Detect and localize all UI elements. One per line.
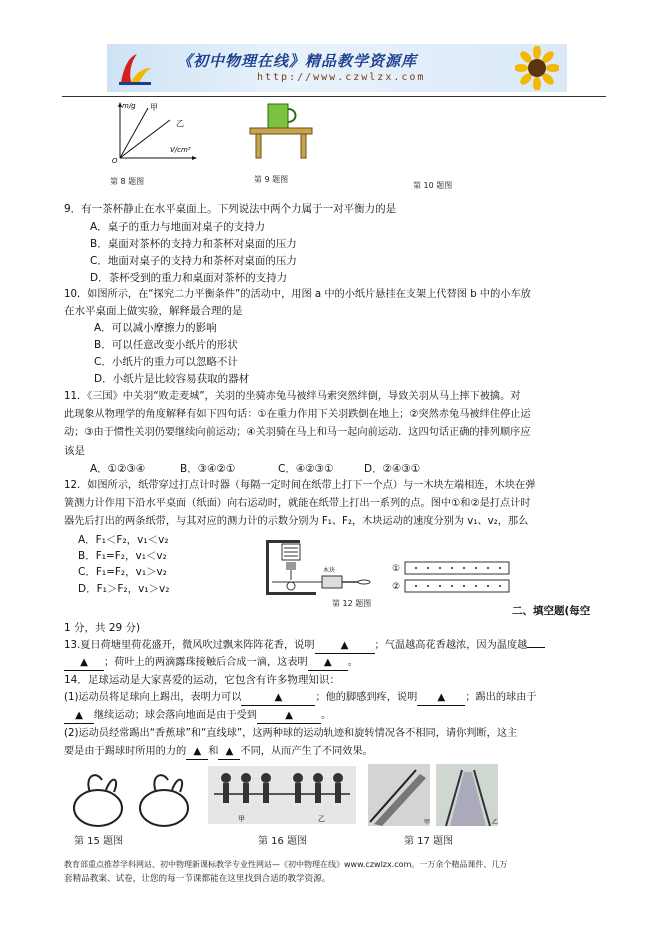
fig12-apparatus (262, 536, 372, 598)
q9-option-b: B．桌面对茶杯的支持力和茶杯对桌面的压力 (90, 238, 297, 250)
fig12-tape2-label: ② (392, 582, 401, 592)
q14-blank1[interactable]: ▲ (241, 691, 315, 706)
q13-line1 (64, 639, 545, 654)
q9-option-c: C．地面对桌子的支持力和茶杯对桌面的压力 (90, 255, 297, 267)
q10-option-b: B．可以任意改变小纸片的形状 (94, 339, 238, 351)
q13-part3: ；荷叶上的两滴露珠接触后合成一滴，这表明 (104, 657, 308, 668)
q10-option-c: C．小纸片的重力可以忽略不计 (94, 356, 238, 368)
q14-blank3[interactable]: ▲ (64, 709, 94, 724)
q9-option-d: D．茶杯受到的重力和桌面对茶杯的支持力 (90, 272, 288, 284)
q11-stem-line3: 动；③由于惯性关羽仍要继续向前运动；④关羽骑在马上和马一起向前运动．这四句话正确的排列顺序应 (64, 427, 531, 438)
fig8-origin-label: O (112, 157, 118, 164)
q13-blank1[interactable]: ▲ (315, 639, 375, 654)
q12-option-a: A．F₁＜F₂，v₁＜v₂ (78, 534, 169, 546)
fig15-balloons (68, 766, 196, 828)
fig17-label-b: 乙 (492, 819, 499, 826)
fig8-caption: 第 8 题图 (110, 177, 145, 186)
q10-option-d: D．小纸片是比较容易获取的器材 (94, 373, 250, 385)
q11-option-d: D．②④③① (364, 463, 421, 475)
fig16-label-b: 乙 (318, 815, 325, 823)
fig8-y-axis-label: m/g (122, 102, 136, 110)
q12-option-d: D．F₁＞F₂，v₁＞v₂ (78, 583, 170, 595)
footer-line1: 教育部重点推荐学科网站、初中物理新课标教学专业性网站—《初中物理在线》www.czwlzx.com。一万余个精品课件、几万 (64, 860, 508, 869)
q14-p1a: (1)运动员将足球向上踢出，表明力可以 (64, 692, 242, 703)
q13-blank2-cont[interactable]: ▲ (64, 656, 104, 671)
q13-line2 (64, 656, 358, 671)
fig12-caption: 第 12 题图 (332, 599, 372, 608)
page-footer (64, 858, 612, 886)
q11-option-a: A．①②③④ (90, 463, 146, 475)
q14-blank6[interactable]: ▲ (218, 745, 240, 760)
q14-p1d: 继续运动；球会落向地面是由于受到 (94, 710, 257, 721)
q14-p1b: ；他的脚感到疼，说明 (315, 692, 418, 703)
q12-option-b: B．F₁=F₂，v₁＜v₂ (78, 550, 167, 562)
banner-title: 《初中物理在线》精品教学资源库 (177, 52, 418, 70)
q10-stem-line2: 在水平桌面上做实验，解释最合理的是 (64, 305, 243, 317)
section2-title: 二、填空题(每空 (512, 605, 591, 617)
fig10-caption: 第 10 题图 (413, 181, 453, 190)
q12-stem-line2: 簧测力计作用下沿水平桌面（纸面）向右运动时，就能在纸带上打出一系列的点。图中①和②是打点计时 (64, 498, 531, 509)
q13-blank2[interactable] (527, 647, 545, 648)
q10-stem-line1: 10．如图所示，在“探究二力平衡条件”的活动中，用图 a 中的小纸片悬挂在支架上代替图 b 中的小车放 (64, 289, 531, 300)
fig16-label-a: 甲 (238, 815, 245, 823)
q14-p1c: ；踢出的球由于 (465, 692, 537, 703)
fig15-caption: 第 15 题图 (74, 836, 124, 847)
fig8-x-axis-label: V/cm³ (170, 146, 191, 154)
q14-blank5[interactable]: ▲ (186, 745, 208, 760)
footer-line2: 套精品教案、试卷，让您的每一节课都能在这里找到合适的教学资源。 (64, 874, 331, 884)
fig17-caption: 第 17 题图 (404, 836, 454, 847)
q14-stem: 14．足球运动是大家喜爱的运动，它包含有许多物理知识： (64, 674, 340, 686)
sunflower-icon (515, 46, 559, 90)
q13-part4: 。 (347, 657, 358, 668)
fig17-label-a: 甲 (424, 819, 431, 826)
fig12-tapes (404, 560, 512, 596)
fig16-caption: 第 16 题图 (258, 836, 308, 847)
q11-option-b: B．③④②① (180, 463, 236, 475)
q13-part1: 13.夏日荷塘里荷花盛开，微风吹过飘来阵阵花香，说明 (64, 640, 315, 651)
section2-title-cont: 1 分，共 29 分) (64, 622, 141, 634)
q14-blank4[interactable]: ▲ (257, 709, 321, 724)
fig8-line-a-label: 甲 (150, 103, 158, 112)
fig9-caption: 第 9 题图 (254, 175, 289, 184)
q14-p1-line2 (64, 709, 331, 724)
q10-option-a: A．可以减小摩擦力的影响 (94, 322, 217, 334)
q12-option-c: C．F₁=F₂，v₁＞v₂ (78, 566, 167, 578)
q11-stem-line1: 11．《三国》中关羽“败走麦城”，关羽的坐骑赤兔马被绊马索突然绊倒，导致关羽从马上摔下被擒。对 (64, 391, 521, 402)
q14-p2-line1: (2)运动员经常踢出“香蕉球”和“直线球”，这两种球的运动轨迹和旋转情况各不相同，请你判断，这主 (64, 728, 518, 739)
site-logo-icon (117, 52, 153, 86)
q11-option-c: C．④②③① (278, 463, 334, 475)
q11-stem-line2: 此现象从物理学的角度解释有如下四句话：①在重力作用下关羽跌倒在地上；②突然赤兔马被绊住停止运 (64, 409, 531, 420)
header-banner (107, 44, 567, 92)
fig17-escalators (368, 764, 500, 830)
q14-p1e: 。 (321, 710, 332, 721)
banner-url: http://www.czwlzx.com (257, 72, 426, 83)
fig8-line-b-label: 乙 (176, 119, 184, 128)
fig12-tape1-label: ① (392, 564, 401, 574)
q9-option-a: A．桌子的重力与地面对桌子的支持力 (90, 221, 266, 233)
q12-stem-line3: 器先后打出的两条纸带，与其对应的测力计的示数分别为 F₁、F₂，木块运动的速度分别为 v₁、v₂，那么 (64, 516, 529, 527)
q11-stem-line4: 该是 (64, 445, 85, 457)
q14-p2-line2 (64, 745, 373, 760)
q13-blank3[interactable]: ▲ (308, 656, 348, 671)
q14-p1-line1 (64, 691, 537, 706)
q12-stem-line1: 12．如图所示，纸带穿过打点计时器（每隔一定时间在纸带上打下一个点）与一木块左端相连，木块在弹 (64, 480, 536, 491)
q14-blank2[interactable]: ▲ (417, 691, 465, 706)
fig8-graph (108, 100, 198, 164)
q14-p2c: 和 (208, 746, 219, 757)
fig9-cup-on-table (248, 100, 316, 160)
fig16-tug-of-war (208, 766, 356, 828)
fig12-block-label: 木块 (323, 567, 336, 574)
q13-part2: ；气温越高花香越浓，因为温度越 (374, 640, 528, 651)
q14-p2b: 要是由于踢球时所用的力的 (64, 746, 187, 757)
header-rule (62, 96, 606, 97)
q9-stem: 9．有一茶杯静止在水平桌面上。下列说法中两个力属于一对平衡力的是 (64, 203, 397, 215)
q14-p2d: 不同，从而产生了不同效果。 (240, 746, 373, 757)
